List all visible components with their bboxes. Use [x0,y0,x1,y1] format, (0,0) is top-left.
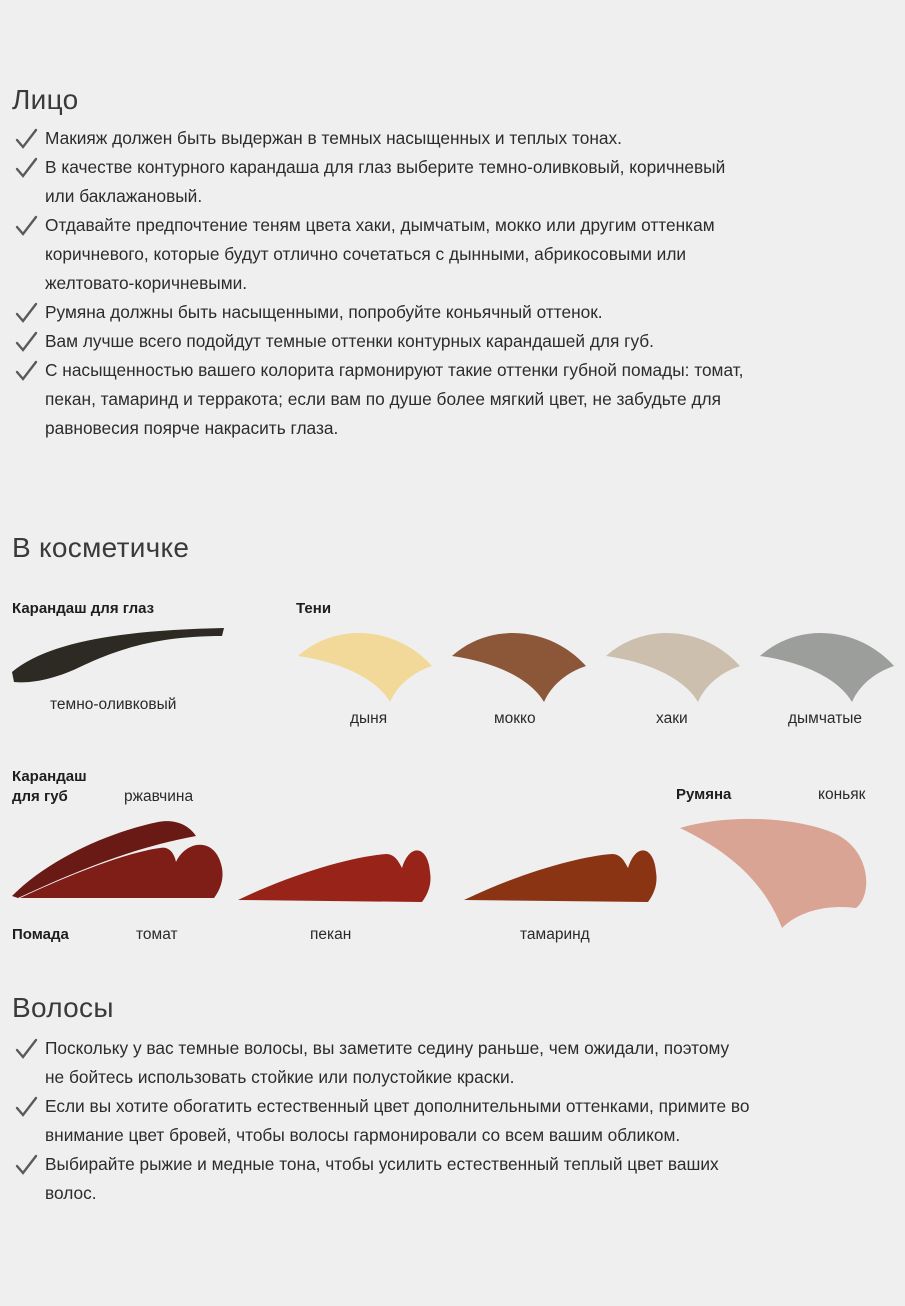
checkmark-icon [14,331,38,353]
list-item: Макияж должен быть выдержан в темных насыщенных и теплых тонах. [12,124,752,153]
shadow-name: мокко [494,710,536,727]
lipstick-name: томат [136,926,178,943]
list-item: В качестве контурного карандаша для глаз выберите темно-оливковый, коричневый или баклажановый. [12,153,752,211]
lipstick-swatch-tomato [10,818,224,902]
lip-pencil-label-line1: Карандаш [12,768,87,785]
list-item: С насыщенностью вашего колорита гармонируют такие оттенки губной помады: томат, пекан, тамаринд и терракота; если вам по душе более мягкий цвет, не забудьте для равновесия поярче накрасить глаза. [12,356,752,443]
cosmetics-heading: В косметичке [12,532,190,563]
hair-list [12,1034,752,1208]
list-item: Отдавайте предпочтение теням цвета хаки, дымчатым, мокко или другим оттенкам коричневого, которые будут отлично сочетаться с дынными, абрикосовыми или желтовато-коричневыми. [12,211,752,298]
list-item: Вам лучше всего подойдут темные оттенки контурных карандашей для губ. [12,327,752,356]
checkmark-icon [14,157,38,179]
list-item: Если вы хотите обогатить естественный цвет дополнительными оттенками, примите во внимание цвет бровей, чтобы волосы гармонировали со всем вашим обликом. [12,1092,752,1150]
checkmark-icon [14,1038,38,1060]
list-item: Выбирайте рыжие и медные тона, чтобы усилить естественный теплый цвет ваших волос. [12,1150,752,1208]
lip-pencil-label-line2: для губ [12,788,68,805]
shadow-name: дымчатые [788,710,863,727]
checkmark-icon [14,1154,38,1176]
shadow-swatch-khaki [604,628,742,704]
hair-heading: Волосы [12,992,114,1023]
eye-pencil-label: Карандаш для глаз [12,600,155,617]
list-item: Поскольку у вас темные волосы, вы заметите седину раньше, чем ожидали, поэтому не бойтесь использовать стойкие или полустойкие краски. [12,1034,752,1092]
shadow-name: дыня [350,710,388,727]
lipstick-swatch-tamarind [462,838,658,904]
lipstick-name: пекан [310,926,352,943]
blush-swatch [676,812,876,930]
eye-pencil-swatch [10,626,228,688]
eye-pencil-shade: темно-оливковый [50,696,177,713]
checkmark-icon [14,215,38,237]
shadow-swatch-smoky [758,628,896,704]
blush-shade: коньяк [818,786,866,803]
blush-label: Румяна [676,786,732,803]
checkmark-icon [14,360,38,382]
lipstick-name: тамаринд [520,926,590,943]
shadow-swatch-dynya [296,628,434,704]
checkmark-icon [14,302,38,324]
shadow-name: хаки [656,710,688,727]
shadow-swatch-mokko [450,628,588,704]
face-heading: Лицо [12,84,79,115]
lipstick-label: Помада [12,926,69,943]
checkmark-icon [14,128,38,150]
lipstick-swatch-pecan [236,838,432,904]
list-item: Румяна должны быть насыщенными, попробуйте коньячный оттенок. [12,298,752,327]
shadows-label: Тени [296,600,332,617]
checkmark-icon [14,1096,38,1118]
lip-pencil-shade: ржавчина [124,788,194,805]
face-list [12,124,752,443]
